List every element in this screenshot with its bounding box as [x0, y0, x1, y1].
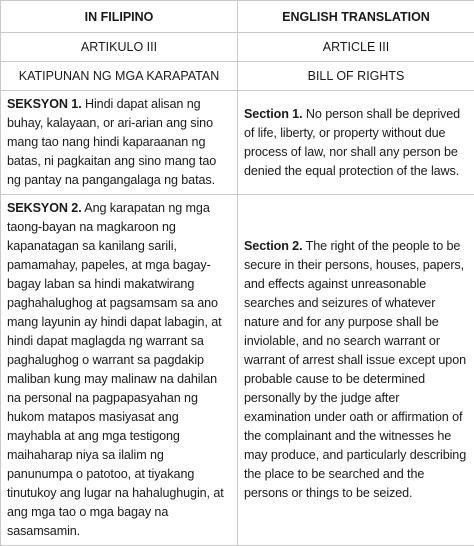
section-1-filipino — [1, 91, 238, 195]
section-text: No person shall be deprived of life, liberty, or property without due process of law, nor shall any person be denied the equal protection of the laws. — [244, 107, 460, 178]
section-label: Section 1. — [244, 107, 303, 121]
title-filipino: KATIPUNAN NG MGA KARAPATAN — [1, 62, 238, 91]
section-text: Hindi dapat alisan ng buhay, kalayaan, or ari-arian ang sino mang tao nang hindi kaparaanan ng batas, ni pagkaitan ang sino mang tao ng pantay na pangangalaga ng batas. — [7, 97, 216, 187]
article-filipino: ARTIKULO III — [1, 33, 238, 62]
section-label: Section 2. — [244, 239, 303, 253]
article-english: ARTICLE III — [238, 33, 474, 62]
section-text: The right of the people to be secure in their persons, houses, papers, and effects against unreasonable searches and seizures of whatever nature and for any purpose shall be inviolable, and no search warrant or warrant of arrest shall issue except upon probable cause to be determined personally by the judge after examination under oath or affirmation of the complainant and the witnesses he may produce, and particularly describing the place to be searched and the persons or things to be seized. — [244, 239, 466, 500]
section-1-english — [238, 91, 474, 195]
article-row — [1, 33, 474, 62]
section-label: SEKSYON 2. — [7, 201, 82, 215]
section-row — [1, 91, 474, 195]
section-label: SEKSYON 1. — [7, 97, 82, 111]
header-row — [1, 1, 474, 33]
section-text: Ang karapatan ng mga taong-bayan na magkaroon ng kapanatagan sa kanilang sarili, pamamahay, papeles, at mga bagay-bagay laban sa hindi makatwirang paghahalughog at pagsamsam sa ano mang layunin ay hindi dapat labagin, at hindi dapat maglagda ng warrant sa paghalughog o warrant sa pagdakip maliban kung may malinaw na dahilan na personal na pagpapasyahan ng hukom matapos masiyasat ang mayhabla at ang mga testigong maihaharap niya sa ilalim ng panunumpa o patotoo, at tiyakang tinutukoy ang lugar na hahalughugin, at ang mga tao o mga bagay na sasamsamin. — [7, 201, 224, 538]
title-row — [1, 62, 474, 91]
header-filipino: IN FILIPINO — [1, 1, 238, 33]
title-english: BILL OF RIGHTS — [238, 62, 474, 91]
header-english: ENGLISH TRANSLATION — [238, 1, 474, 33]
